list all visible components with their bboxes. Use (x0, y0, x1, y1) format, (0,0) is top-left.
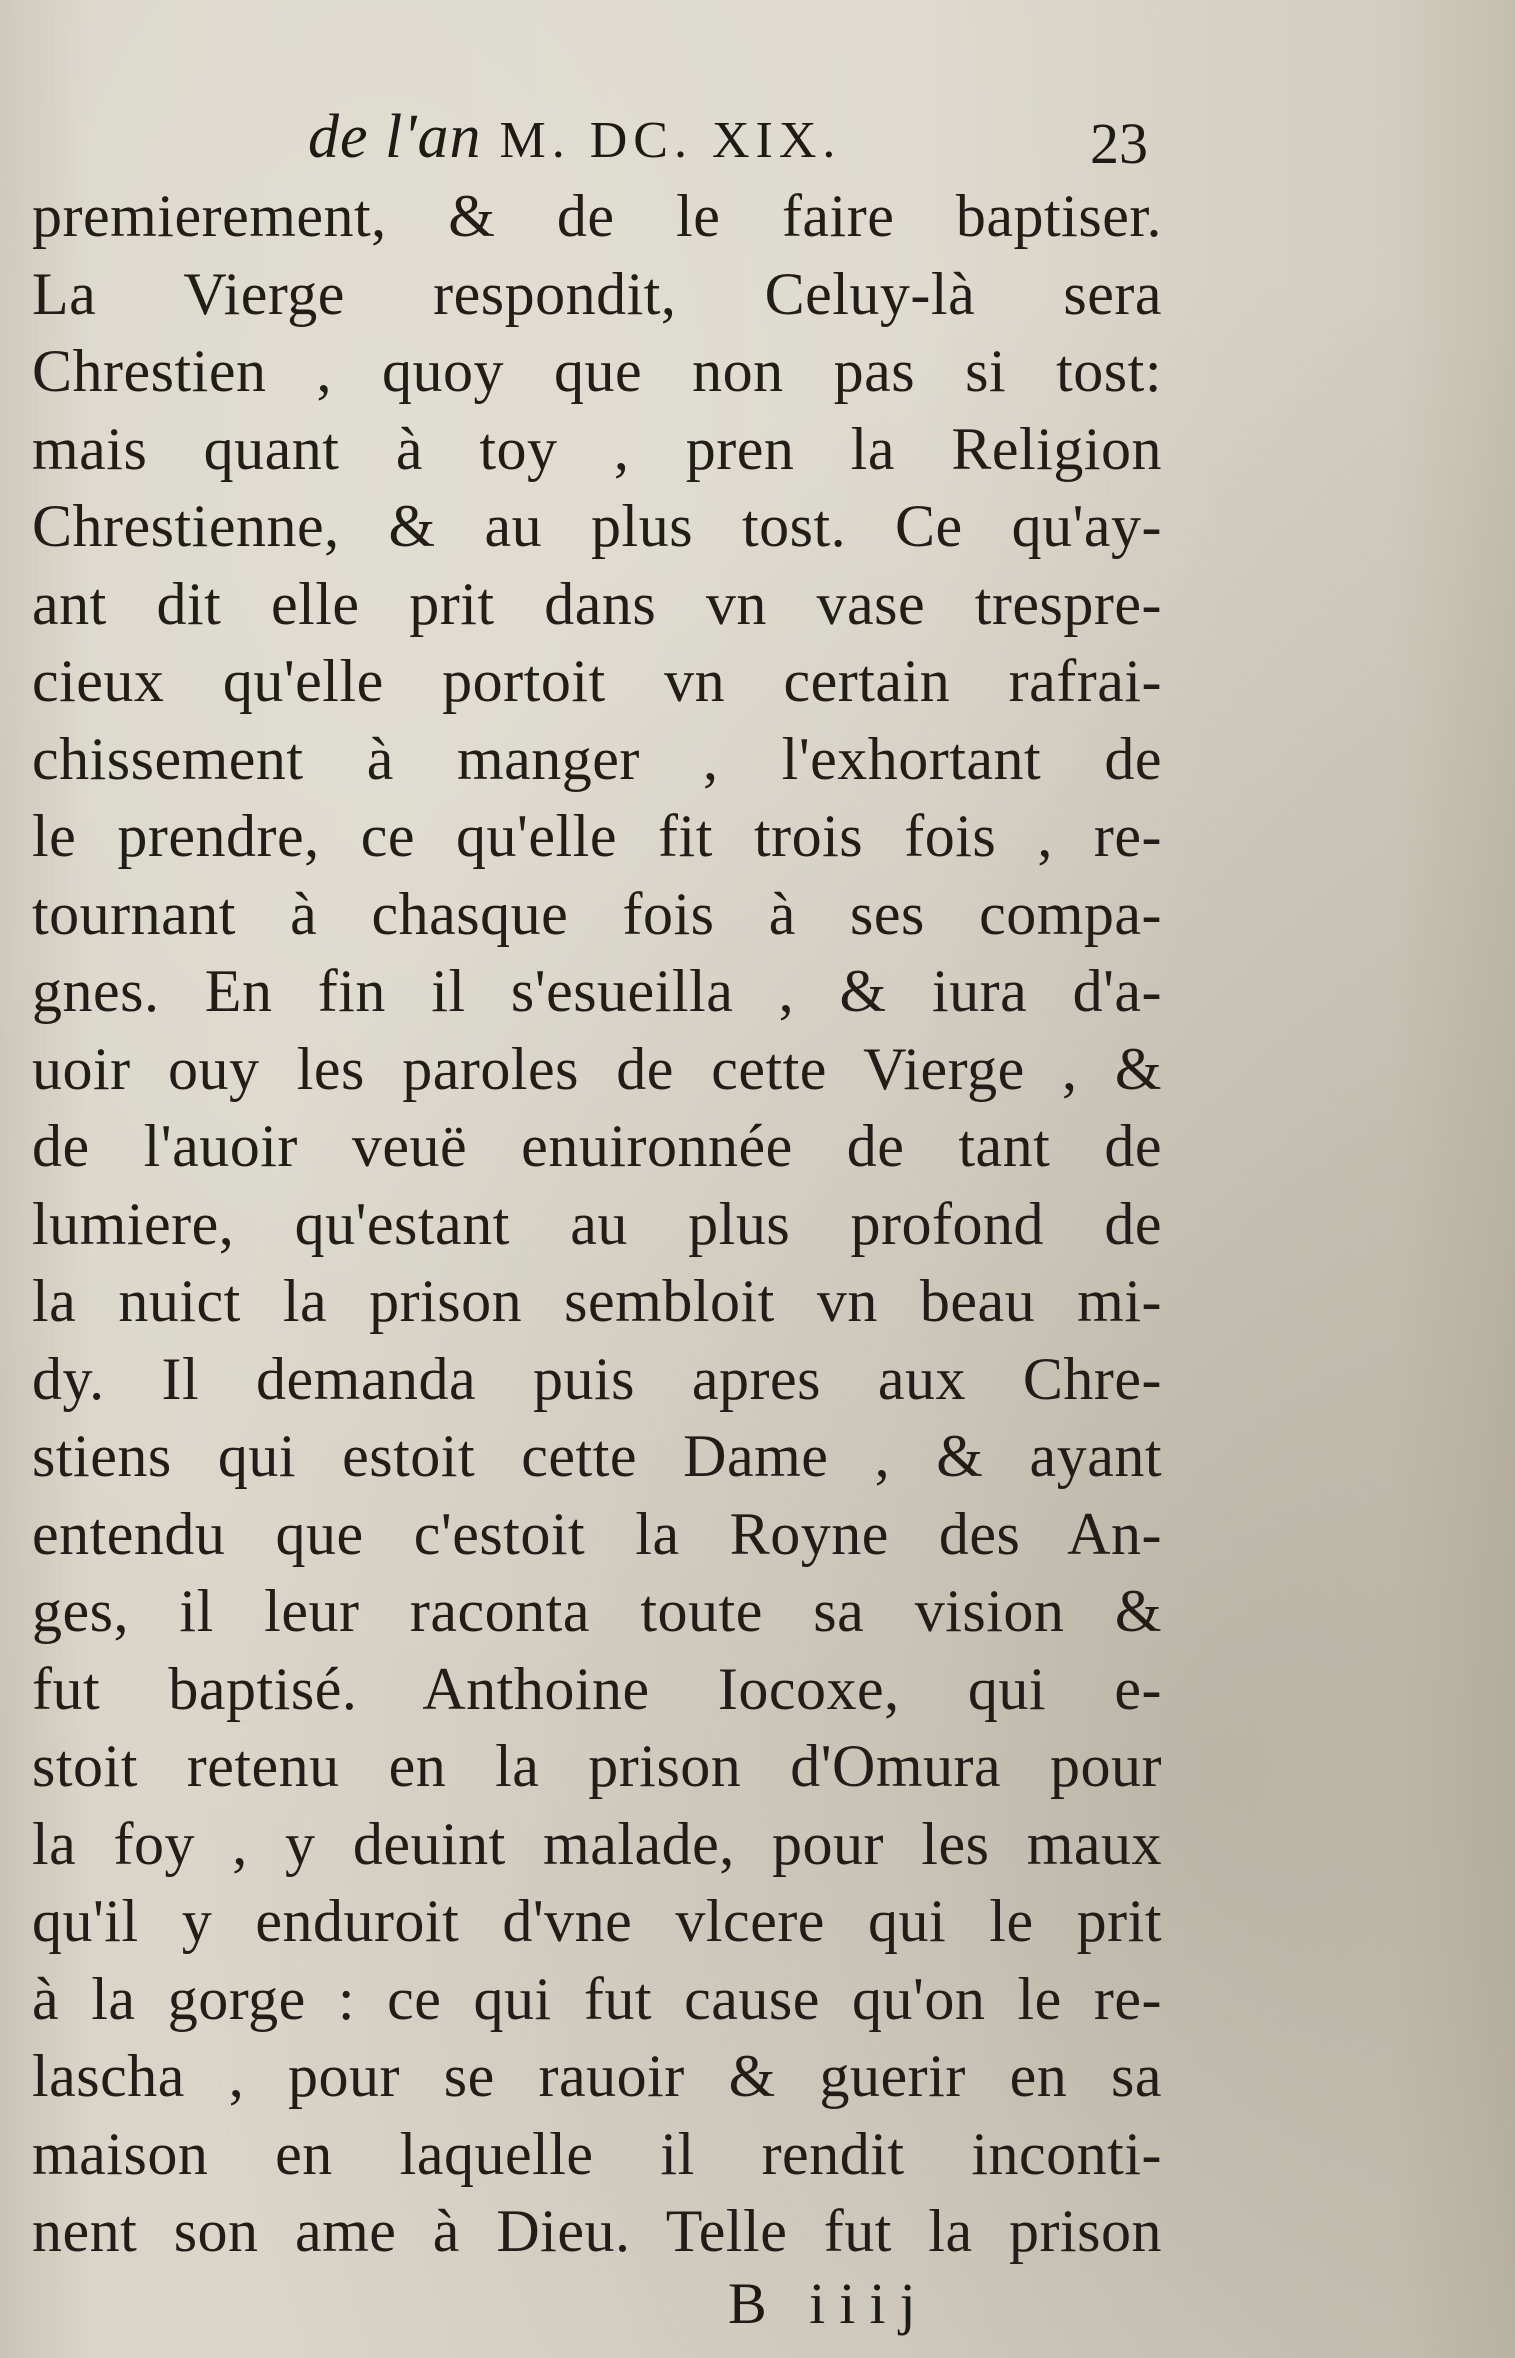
text-line: mais quant à toy , pren la Religion (32, 415, 1162, 482)
text-line: entendu que c'estoit la Royne des An- (32, 1500, 1162, 1567)
text-line: à la gorge : ce qui fut cause qu'on le re- (32, 1965, 1162, 2032)
running-head-title: de l'an (308, 103, 482, 171)
text-line: de l'auoir veuë enuironnée de tant de (32, 1113, 1162, 1179)
running-head (308, 102, 1198, 182)
text-line: La Vierge respondit, Celuy-là sera (32, 260, 1162, 327)
signature-mark: B iiij (728, 2271, 930, 2336)
text-line: cieux qu'elle portoit vn certain rafrai- (32, 648, 1162, 714)
text-line: gnes. En fin il s'esueilla , & iura d'a- (32, 958, 1162, 1024)
text-line: tournant à chasque fois à ses compa- (32, 880, 1162, 947)
text-line: Chrestienne, & au plus tost. Ce qu'ay- (32, 493, 1162, 559)
text-line: stiens qui estoit cette Dame , & ayant (32, 1423, 1162, 1489)
text-line: premierement, & de le faire baptiser. (32, 183, 1162, 249)
text-line: stoit retenu en la prison d'Omura pour (32, 1733, 1162, 1799)
body-text (32, 178, 1162, 2271)
running-head-year: M. DC. XIX. (499, 112, 842, 169)
text-line: lumiere, qu'estant au plus profond de (32, 1190, 1162, 1257)
text-line: la nuict la prison sembloit vn beau mi- (32, 1268, 1162, 1334)
text-line: qu'il y enduroit d'vne vlcere qui le prit (32, 1888, 1162, 1954)
text-line: dy. Il demanda puis apres aux Chre- (32, 1345, 1162, 1412)
text-line: chissement à manger , l'exhortant de (32, 725, 1162, 792)
text-line: ges, il leur raconta toute sa vision & (32, 1578, 1162, 1644)
text-line: uoir ouy les paroles de cette Vierge , & (32, 1035, 1162, 1102)
page-number: 23 (1090, 111, 1148, 176)
text-line: maison en laquelle il rendit inconti- (32, 2120, 1162, 2187)
text-line: lascha , pour se rauoir & guerir en sa (32, 2043, 1162, 2109)
text-line: fut baptisé. Anthoine Iocoxe, qui e- (32, 1655, 1162, 1722)
text-line: ant dit elle prit dans vn vase trespre- (32, 570, 1162, 637)
text-line: la foy , y deuint malade, pour les maux (32, 1810, 1162, 1877)
text-line: le prendre, ce qu'elle fit trois fois , re- (32, 803, 1162, 869)
text-line: Chrestien , quoy que non pas si tost: (32, 338, 1162, 404)
text-line: nent son ame à Dieu. Telle fut la prison (32, 2198, 1162, 2264)
